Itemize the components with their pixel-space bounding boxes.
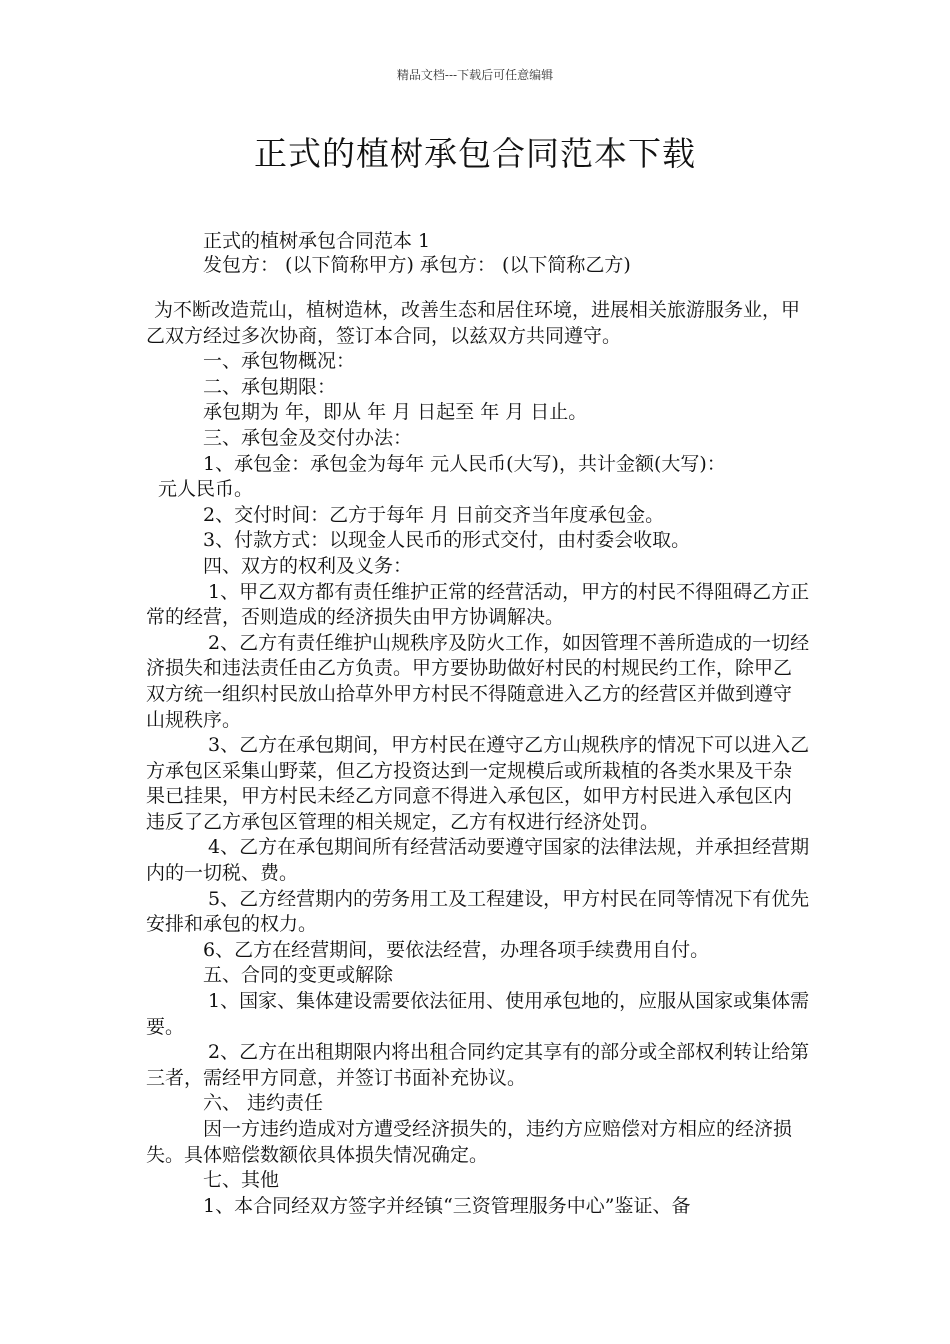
contract-body	[146, 298, 810, 1219]
paragraph: 承包期为 年，即从 年 月 日起至 年 月 日止。	[203, 401, 588, 424]
section-heading: 三、承包金及交付办法：	[203, 426, 413, 449]
paragraph: 1、国家、集体建设需要依法征用、使用承包地的，应服从国家或集体需要。	[146, 990, 810, 1038]
paragraph: 为不断改造荒山，植树造林，改善生态和居住环境，进展相关旅游服务业，甲乙双方经过多次协商，签订本合同，以兹双方共同遵守。	[146, 299, 801, 347]
paragraph: 5、乙方经营期内的劳务用工及工程建设，甲方村民在同等情况下有优先安排和承包的权力。	[146, 887, 810, 936]
parties-line: 发包方： (以下简称甲方) 承包方： (以下简称乙方)	[203, 254, 631, 276]
paragraph: 6、乙方在经营期间，要依法经营，办理各项手续费用自付。	[203, 938, 710, 961]
paragraph: 1、承包金：承包金为每年 元人民币(大写)，共计金额(大写)：	[203, 452, 726, 475]
section-heading: 七、其他	[203, 1169, 280, 1192]
paragraph: 2、交付时间：乙方于每年 月 日前交齐当年度承包金。	[203, 503, 665, 526]
paragraph: 2、乙方在出租期限内将出租合同约定其享有的部分或全部权利转让给第三者，需经甲方同意，并签订书面补充协议。	[146, 1041, 810, 1089]
paragraph: 3、乙方在承包期间，甲方村民在遵守乙方山规秩序的情况下可以进入乙方承包区采集山野菜，但乙方投资达到一定规模后或所栽植的各类水果及干杂果已挂果，甲方村民未经乙方同意不得进入承包区，如甲方村民进入承包区内违反了乙方承包区管理的相关规定，乙方有权进行经济处罚。	[146, 734, 810, 833]
paragraph: 2、乙方有责任维护山规秩序及防火工作，如因管理不善所造成的一切经济损失和违法责任由乙方负责。甲方要协助做好村民的村规民约工作，除甲乙双方统一组织村民放山拾草外甲方村民不得随意进入乙方的经营区并做到遵守山规秩序。	[146, 631, 810, 731]
paragraph: 1、本合同经双方签字并经镇“三资管理服务中心”鉴证、备	[203, 1194, 691, 1217]
document-title: 正式的植树承包合同范本下载	[254, 134, 696, 173]
paragraph: 元人民币。	[158, 478, 254, 501]
paragraph: 4、乙方在承包期间所有经营活动要遵守国家的法律法规，并承担经营期内的一切税、费。	[146, 836, 810, 885]
contract-subtitle: 正式的植树承包合同范本 1	[203, 230, 431, 252]
section-heading: 五、合同的变更或解除	[203, 964, 394, 987]
page-header: 精品文档---下载后可任意编辑	[396, 68, 554, 82]
section-heading: 二、承包期限：	[203, 375, 337, 398]
paragraph: 因一方违约造成对方遭受经济损失的，违约方应赔偿对方相应的经济损失。具体赔偿数额依具体损失情况确定。	[146, 1118, 793, 1166]
section-heading: 四、双方的权利及义务：	[203, 554, 413, 577]
section-heading: 六、 违约责任	[203, 1092, 324, 1115]
paragraph: 1、甲乙双方都有责任维护正常的经营活动，甲方的村民不得阻碍乙方正常的经营，否则造成的经济损失由甲方协调解决。	[146, 580, 810, 629]
section-heading: 一、承包物概况：	[203, 350, 356, 373]
paragraph: 3、付款方式：以现金人民币的形式交付，由村委会收取。	[203, 529, 691, 552]
